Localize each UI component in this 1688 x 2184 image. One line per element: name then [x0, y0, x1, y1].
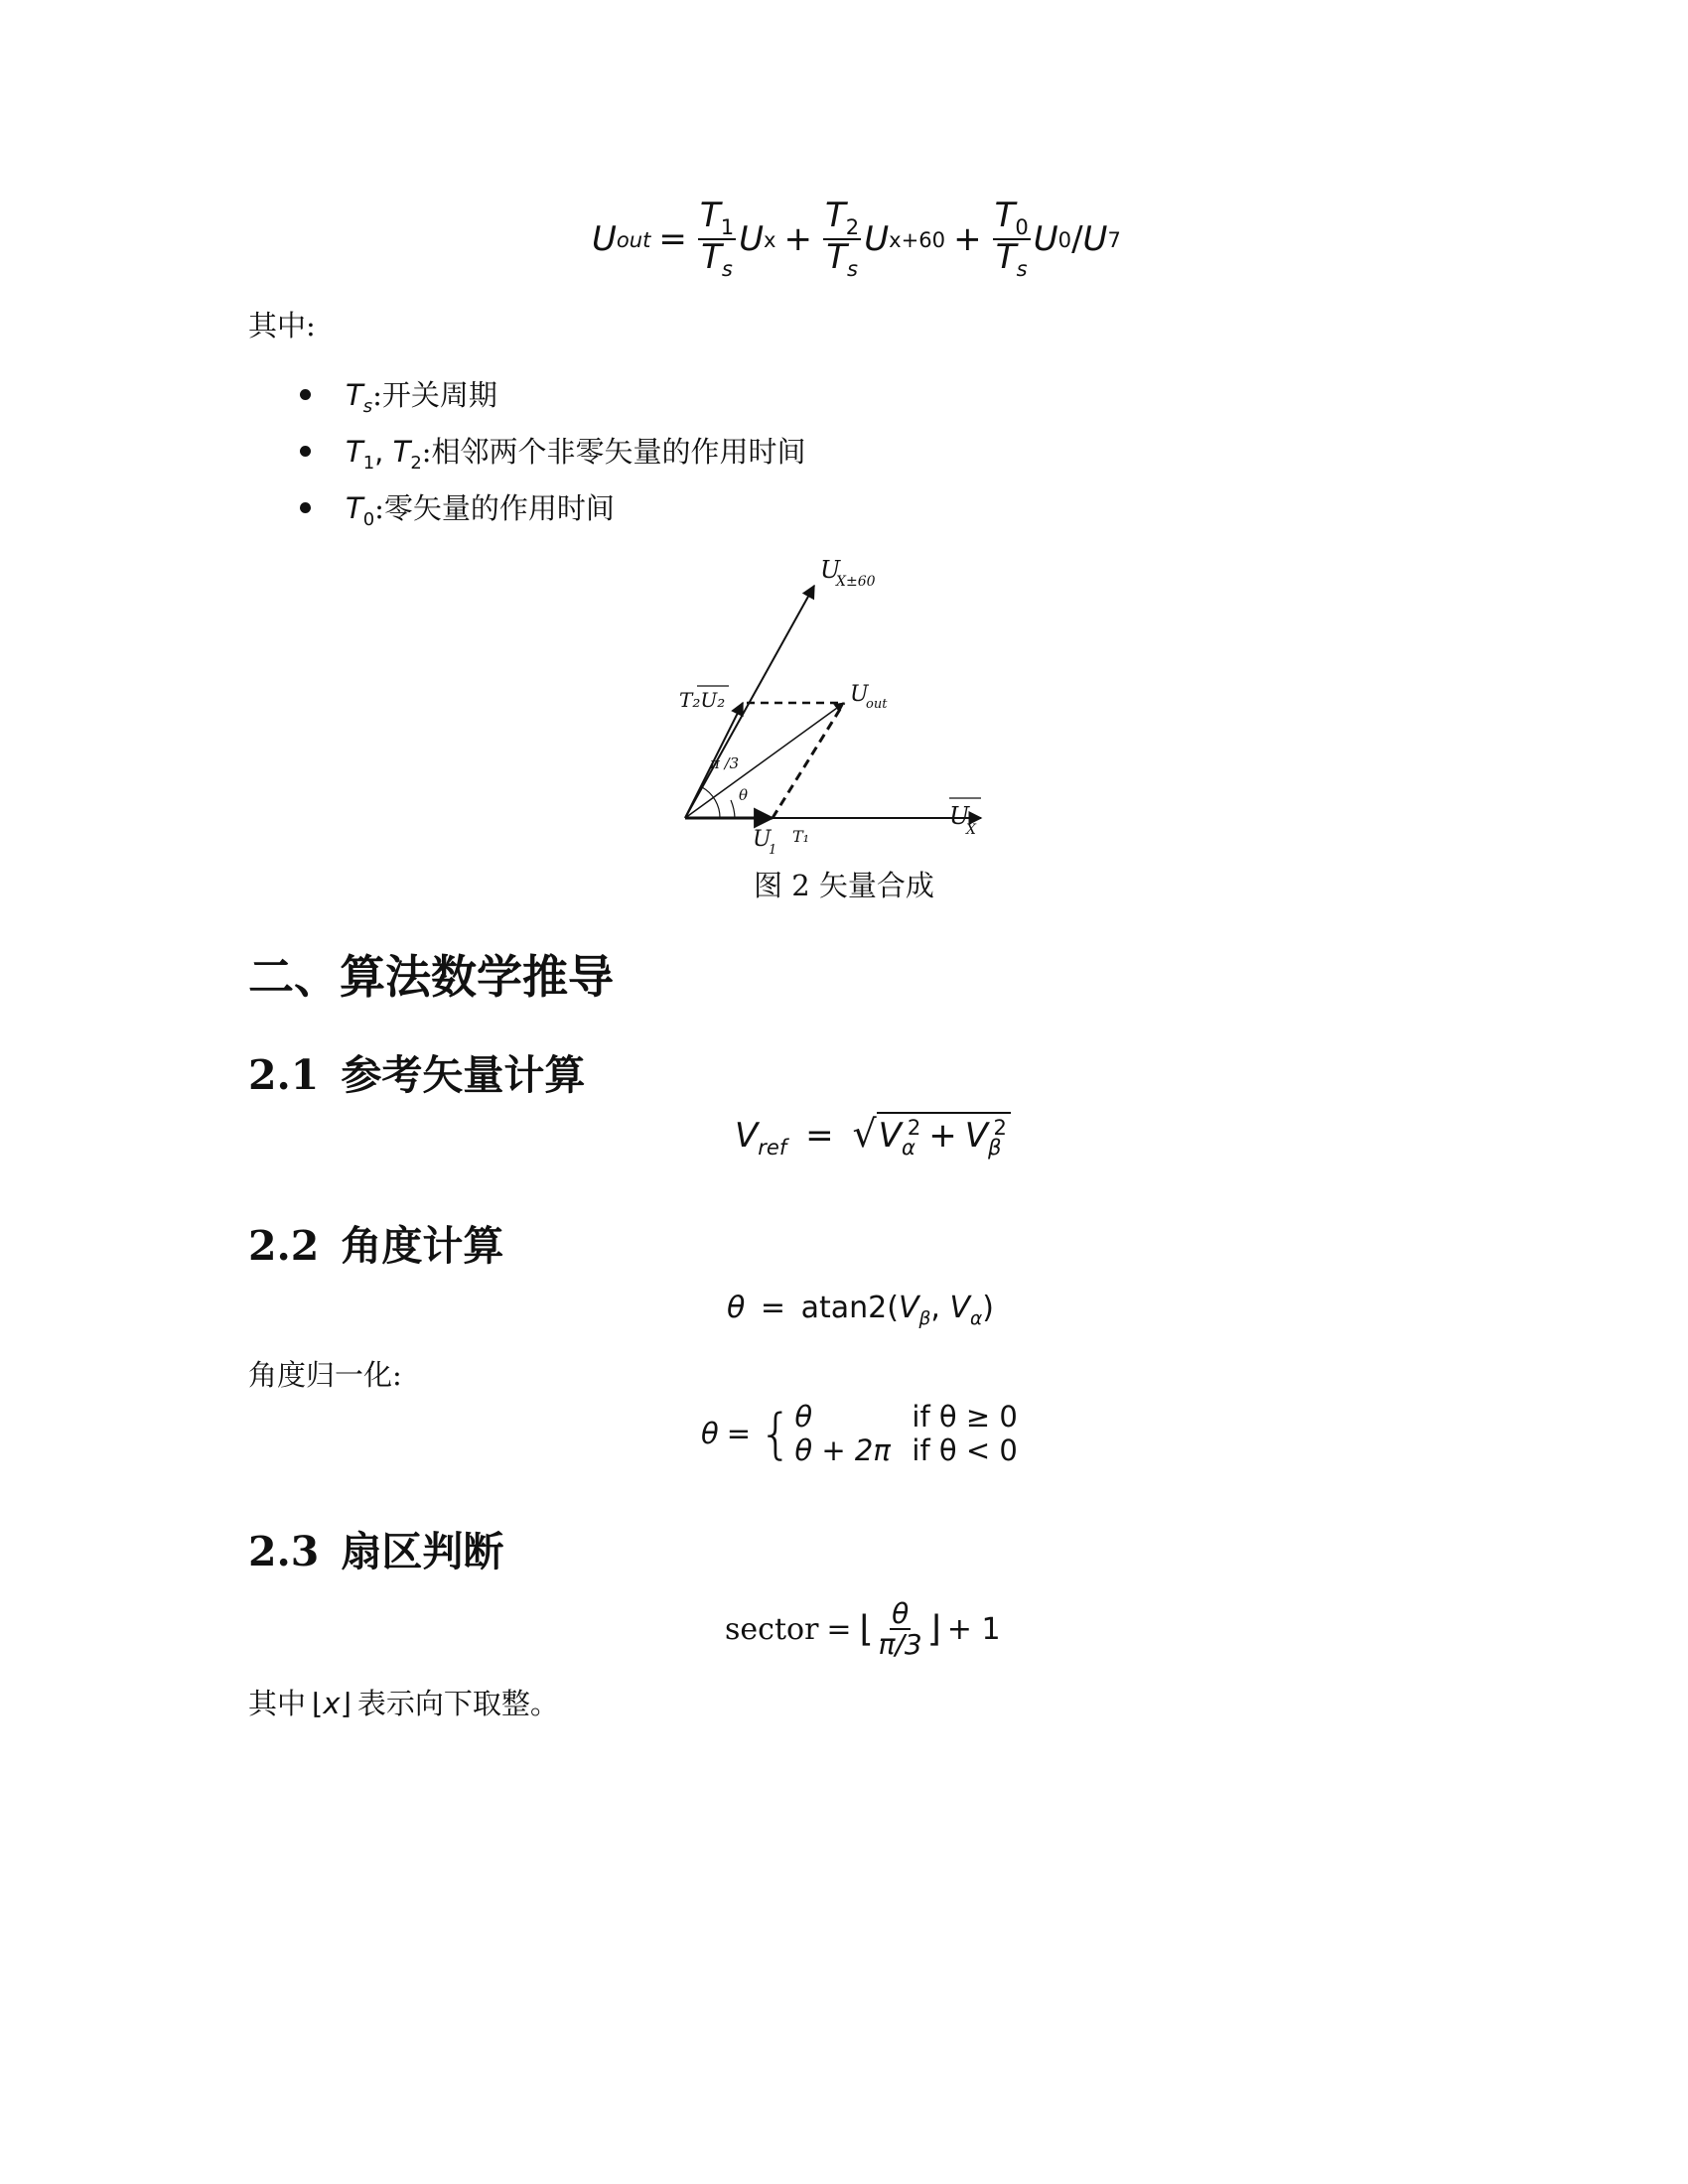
angle-arc-pi3: [702, 787, 720, 818]
bullet-dot: [300, 389, 311, 400]
where-label: 其中:: [248, 309, 316, 342]
section-heading: 二、算法数学推导: [248, 950, 614, 1004]
label-pi3: π /3: [710, 754, 740, 772]
label-u1: U: [753, 827, 772, 852]
dashed-right: [773, 703, 844, 818]
label-uout: U: [850, 682, 869, 707]
fraction-t0-ts: $\frac{T_0}{T_s}$: [994, 196, 1029, 281]
angle-arc-theta: [731, 800, 735, 818]
vector-synthesis-figure: [665, 544, 1003, 862]
bullet-item-t0: $T_0$:零矢量的作用时间: [346, 491, 615, 530]
atan2-equation: $\theta = atan2(V_\beta$, $V_\alpha$): [727, 1291, 994, 1329]
uout-equation: U out = $\frac{T_1}{T_s}$ U x + $\frac{T_2}{T_s}$ U x+60 + $\frac{T_0}{T_s}$ U 0 / U 7: [592, 196, 1121, 281]
label-t1: T₁: [792, 827, 810, 846]
floor-note: 其中 ⌊x⌋ 表示向下取整。: [248, 1687, 559, 1720]
label-theta: θ: [739, 786, 749, 804]
label-u1-sub: 1: [769, 843, 777, 858]
figure-caption: 图 2 矢量合成: [754, 869, 934, 902]
fraction-t1-ts: $\frac{T_1}{T_s}$: [699, 196, 735, 281]
normalize-label: 角度归一化:: [248, 1358, 402, 1392]
fraction-t2-ts: $\frac{T_2}{T_s}$: [825, 196, 860, 281]
vref-equation: $V_{ref} = √V_\alpha^2 + V_\beta^2$: [735, 1112, 1011, 1160]
sector-equation: sector = ⌊ $\frac{\theta}{\pi/3}$ ⌋ + 1: [725, 1596, 1001, 1661]
bullet-dot: [300, 446, 311, 457]
subsection-heading-2-2: 2.2 角度计算: [248, 1222, 504, 1270]
label-t2u2: T₂U₂: [679, 688, 726, 712]
theta-cases-equation: θ = { θ if θ ≥ 0 θ + 2π if θ < 0: [701, 1400, 1018, 1467]
label-ux60-sub: X±60: [836, 574, 876, 590]
bullet-item-t1-t2: $T_1$, $T_2$:相邻两个非零矢量的作用时间: [346, 435, 806, 474]
label-ux: U: [949, 802, 970, 830]
bullet-item-ts: $T_s$:开关周期: [346, 378, 497, 417]
label-uout-sub: out: [866, 697, 888, 712]
label-ux60: U: [820, 556, 841, 584]
vector-uout: [685, 703, 844, 818]
label-ux-sub: X: [966, 822, 976, 838]
bullet-dot: [300, 502, 311, 513]
subsection-heading-2-1: 2.1 参考矢量计算: [248, 1051, 586, 1099]
subsection-heading-2-3: 2.3 扇区判断: [248, 1528, 504, 1575]
